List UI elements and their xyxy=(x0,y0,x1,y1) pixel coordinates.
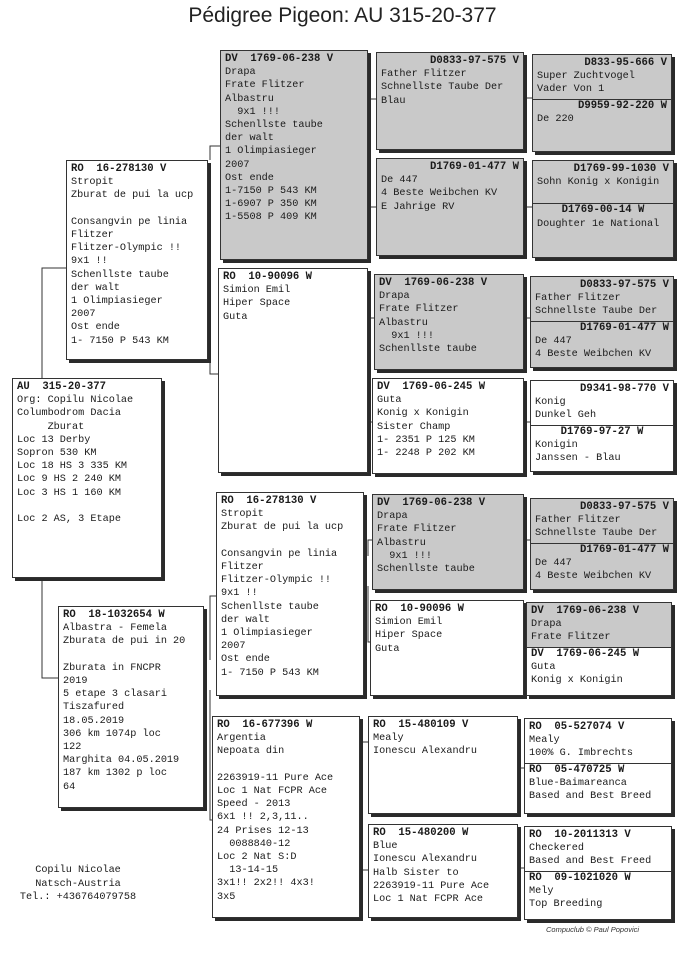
subject-detail: Loc 13 Derby xyxy=(17,434,91,446)
detail-line: Ost ende xyxy=(225,172,274,184)
detail-line: Konigin xyxy=(535,439,578,451)
detail-line: Blau xyxy=(381,95,406,107)
detail-line: Sister Champ xyxy=(377,421,451,433)
ring-number: D0833-97-575 V xyxy=(579,279,669,291)
great-great-grandparents-card xyxy=(526,602,672,696)
detail-line: Consangvin pe linia xyxy=(221,548,338,560)
great-grandparent-card xyxy=(372,494,524,590)
detail-line: Stropit xyxy=(221,509,264,521)
dam-ring-number: RO 18-1032654 W xyxy=(63,609,165,621)
detail-line: 1- 7150 P 543 KM xyxy=(221,667,319,679)
detail-line: Frate Flitzer xyxy=(379,304,459,316)
sire-detail: 2007 xyxy=(71,309,96,321)
detail-line: Frate Flitzer xyxy=(377,524,457,536)
ring-number: RO 16-677396 W xyxy=(217,719,313,731)
page-title: Pédigree Pigeon: AU 315-20-377 xyxy=(188,4,497,27)
ring-number: D1769-97-27 W xyxy=(560,425,644,438)
dam-detail: 306 km 1074p loc xyxy=(63,728,161,740)
subject-detail: Loc 2 AS, 3 Etape xyxy=(17,514,121,526)
great-great-grandparents-card xyxy=(524,718,672,814)
detail-line: Hiper Space xyxy=(223,298,291,310)
detail-line: Schenllste taube xyxy=(377,564,475,576)
detail-line: Schenllste taube xyxy=(379,344,477,356)
detail-line: Dunkel Geh xyxy=(535,410,597,422)
great-great-grandparents-card xyxy=(532,54,672,152)
grandsire-sire-side-card xyxy=(220,50,368,260)
detail-line: 1-5508 P 409 KM xyxy=(225,212,317,224)
detail-line: Halb Sister to xyxy=(373,867,459,879)
detail-line: Doughter 1e National xyxy=(537,218,660,230)
detail-line: Drapa xyxy=(225,67,256,79)
detail-line: Simion Emil xyxy=(375,617,443,629)
granddam-dam-side-card xyxy=(212,716,360,918)
detail-line: Flitzer-Olympic !! xyxy=(221,575,332,587)
dam-detail: 5 etape 3 clasari xyxy=(63,689,167,701)
detail-line: Mely xyxy=(529,885,554,897)
ring-number: RO 05-470725 W xyxy=(529,763,625,776)
ring-number: RO 15-480200 W xyxy=(373,827,469,839)
sire-detail: Schenllste taube xyxy=(71,269,169,281)
ring-number: RO 10-2011313 V xyxy=(529,829,631,841)
detail-line: der walt xyxy=(225,133,274,145)
subject-detail: Loc 9 HS 2 240 KM xyxy=(17,474,121,486)
software-credit: Compuclub © Paul Popovici xyxy=(546,925,640,934)
subject-detail: Loc 18 HS 3 335 KM xyxy=(17,461,128,473)
owner-phone: Tel.: +436764079758 xyxy=(19,892,137,903)
great-grandparent-card xyxy=(372,378,524,474)
detail-line: Konig x Konigin xyxy=(531,675,623,687)
detail-line: 1 Olimpiasieger xyxy=(225,146,317,158)
sire-detail: Stropit xyxy=(71,177,114,189)
detail-line: 9x1 !!! xyxy=(377,550,433,562)
detail-line: Schenllste taube xyxy=(225,120,323,132)
detail-line: Father Flitzer xyxy=(535,515,621,527)
grandsire-dam-side-card xyxy=(216,492,364,696)
detail-line: De 220 xyxy=(537,113,574,125)
ring-number: RO 10-90096 W xyxy=(375,603,465,615)
detail-line: 2263919-11 Pure Ace xyxy=(373,880,490,892)
ring-number: RO 15-480109 V xyxy=(373,719,469,731)
detail-line: 100% G. Imbrechts xyxy=(529,748,633,760)
detail-line: De 447 xyxy=(381,175,418,187)
detail-line: Flitzer xyxy=(221,562,264,573)
great-great-grandparents-card xyxy=(530,380,674,472)
detail-line: der walt xyxy=(221,614,270,626)
subject-detail: Loc 3 HS 1 160 KM xyxy=(17,487,121,499)
detail-line: Nepoata din xyxy=(217,746,285,758)
dam-detail: Zburata de pui in 20 xyxy=(63,636,186,648)
detail-line: Top Breeding xyxy=(529,899,603,911)
ring-number: RO 10-90096 W xyxy=(223,271,313,283)
detail-line: Speed - 2013 xyxy=(217,799,291,811)
detail-line: Father Flitzer xyxy=(535,293,621,305)
dam-detail xyxy=(63,649,199,662)
detail-line: Checkered xyxy=(529,843,585,855)
sire-card xyxy=(66,160,208,360)
subject-detail: Org: Copilu Nicolae xyxy=(17,395,134,407)
ring-number: D0833-97-575 V xyxy=(579,501,669,513)
great-great-grandparents-card xyxy=(530,498,674,590)
great-grandparent-card xyxy=(376,158,524,256)
dam-detail: Zburata in FNCPR xyxy=(63,662,161,674)
pair-divider xyxy=(533,99,671,126)
detail-line: 9x1 !!! xyxy=(225,106,281,118)
detail-line: Konig x Konigin xyxy=(377,408,469,420)
pair-divider xyxy=(531,543,673,584)
detail-line: Blue xyxy=(373,841,398,853)
great-grandparent-card xyxy=(374,274,524,370)
dam-detail: Tiszafured xyxy=(63,702,125,714)
great-grandparent-card xyxy=(368,716,518,814)
detail-line: Father Flitzer xyxy=(381,69,467,81)
subject-ring-number: AU 315-20-377 xyxy=(17,381,107,393)
sire-detail: 9x1 !! xyxy=(71,256,108,268)
ring-number: D1769-01-477 W xyxy=(579,543,669,556)
detail-line: 0088840-12 xyxy=(217,838,291,850)
detail-line: Frate Flitzer xyxy=(531,632,611,644)
pair-divider xyxy=(531,425,673,466)
detail-line: Based and Best Breed xyxy=(529,791,652,803)
ring-number: D0833-97-575 V xyxy=(429,55,519,67)
dam-detail: 2019 xyxy=(63,676,88,687)
ring-number: RO 09-1021020 W xyxy=(529,871,631,884)
detail-line: Hiper Space xyxy=(375,630,443,642)
detail-line: 9x1 !! xyxy=(221,588,258,600)
detail-line: Loc 1 Nat FCPR Ace xyxy=(217,786,328,797)
sire-detail: Zburat de pui la ucp xyxy=(71,190,194,202)
detail-line: De 447 xyxy=(535,335,572,347)
great-great-grandparents-card xyxy=(524,826,672,920)
dam-detail: 18.05.2019 xyxy=(63,715,125,727)
detail-line: Ost ende xyxy=(221,654,270,666)
sire-ring-number: RO 16-278130 V xyxy=(71,163,167,175)
detail-line: Frate Flitzer xyxy=(225,80,305,92)
pair-divider xyxy=(533,203,673,230)
detail-line: 4 Beste Weibchen KV xyxy=(381,188,498,200)
detail-line: Schnellste Taube Der xyxy=(381,82,504,94)
detail-line xyxy=(217,759,355,772)
ring-number: D1769-00-14 W xyxy=(561,204,645,217)
detail-line: Blue-Baimareanca xyxy=(529,777,627,789)
ring-number: RO 16-278130 V xyxy=(221,495,317,507)
ring-number: DV 1769-06-245 W xyxy=(531,647,640,660)
ring-number: DV 1769-06-238 V xyxy=(379,277,488,289)
detail-line: 1- 2248 P 202 KM xyxy=(377,448,475,460)
ring-number: D1769-01-477 W xyxy=(429,161,519,173)
sire-detail: Consangvin pe linia xyxy=(71,216,188,228)
pair-divider xyxy=(525,763,671,804)
detail-line: Ionescu Alexandru xyxy=(373,746,477,758)
detail-line: 4 Beste Weibchen KV xyxy=(535,349,652,361)
detail-line: Drapa xyxy=(531,619,562,631)
detail-line: 1-6907 P 350 KM xyxy=(225,199,317,211)
detail-line: Schenllste taube xyxy=(221,601,319,613)
detail-line: 13-14-15 xyxy=(217,865,279,877)
detail-line: 9x1 !!! xyxy=(379,330,435,342)
detail-line: Ionescu Alexandru xyxy=(373,854,477,866)
great-great-grandparents-card xyxy=(530,276,674,368)
ring-number: D833-95-666 V xyxy=(584,57,667,69)
ring-number: DV 1769-06-238 V xyxy=(377,497,486,509)
subject-detail: Sopron 530 KM xyxy=(17,448,97,460)
detail-line: 1-7150 P 543 KM xyxy=(225,186,317,198)
detail-line: 24 Prises 12-13 xyxy=(217,825,309,837)
detail-line: Konig xyxy=(535,397,566,409)
detail-line: Zburat de pui la ucp xyxy=(221,522,344,534)
detail-line: 4 Beste Weibchen KV xyxy=(535,571,652,583)
granddam-sire-side-card xyxy=(218,268,368,473)
detail-line: Guta xyxy=(375,643,400,655)
detail-line: 1- 2351 P 125 KM xyxy=(377,434,475,446)
detail-line: 6x1 !! 2,3,11.. xyxy=(217,812,309,824)
dam-detail: 64 xyxy=(63,781,76,793)
detail-line: De 447 xyxy=(535,557,572,569)
ring-number: RO 05-527074 V xyxy=(529,721,625,733)
dam-detail: Albastra - Femela xyxy=(63,623,167,635)
subject-pigeon-card xyxy=(12,378,162,578)
detail-line: Loc 2 Nat S:D xyxy=(217,852,297,864)
ring-number: DV 1769-06-238 V xyxy=(225,53,334,65)
owner-contact xyxy=(8,864,148,905)
detail-line: 2263919-11 Pure Ace xyxy=(217,772,334,784)
ring-number: D1769-01-477 W xyxy=(579,321,669,334)
sire-detail: 1 Olimpiasieger xyxy=(71,296,163,308)
great-grandparent-card xyxy=(376,52,524,150)
detail-line: Loc 1 Nat FCPR Ace xyxy=(373,894,484,906)
sire-detail: der walt xyxy=(71,282,120,294)
detail-line: 3x5 xyxy=(217,891,236,903)
dam-detail: 122 xyxy=(63,742,82,754)
detail-line: Mealy xyxy=(373,733,404,745)
sire-detail: 1- 7150 P 543 KM xyxy=(71,335,169,347)
detail-line: Guta xyxy=(377,395,402,407)
pair-divider xyxy=(527,647,671,696)
sire-detail: Flitzer xyxy=(71,230,114,241)
detail-line: Albastru xyxy=(225,93,274,105)
ring-number: D9341-98-770 V xyxy=(579,383,669,395)
detail-line: Drapa xyxy=(377,511,408,523)
sire-detail xyxy=(71,203,203,216)
subject-detail xyxy=(17,500,157,513)
ring-number: DV 1769-06-238 V xyxy=(531,605,640,617)
ring-number: DV 1769-06-245 W xyxy=(377,381,486,393)
great-grandparent-card xyxy=(368,824,518,918)
dam-card xyxy=(58,606,204,808)
dam-detail: 187 km 1302 p loc xyxy=(63,768,167,780)
detail-line: Mealy xyxy=(529,735,560,747)
pair-divider xyxy=(531,321,673,362)
detail-line xyxy=(221,535,359,548)
detail-line: Guta xyxy=(531,661,556,673)
great-great-grandparents-card xyxy=(532,160,674,258)
detail-line: E Jahrige RV xyxy=(381,201,455,213)
detail-line: 1 Olimpiasieger xyxy=(221,628,313,640)
detail-line: Schnellste Taube Der xyxy=(535,528,658,540)
subject-detail: Columbodrom Dacia xyxy=(17,408,121,420)
detail-line: Janssen - Blau xyxy=(535,453,621,465)
detail-line: Vader Von 1 xyxy=(537,84,605,96)
detail-line: Super Zuchtvogel xyxy=(537,71,635,83)
detail-line: 3x1!! 2x2!! 4x3! xyxy=(217,878,315,890)
detail-line: Albastru xyxy=(379,317,428,329)
detail-line: Simion Emil xyxy=(223,285,291,297)
detail-line: Sohn Konig x Konigin xyxy=(537,177,660,189)
detail-line: Albastru xyxy=(377,537,426,549)
ring-number: D1769-99-1030 V xyxy=(573,163,669,175)
detail-line: Argentia xyxy=(217,733,266,745)
sire-detail: Ost ende xyxy=(71,322,120,334)
sire-detail: Flitzer-Olympic !! xyxy=(71,243,182,255)
pair-divider xyxy=(525,871,671,912)
detail-line: 2007 xyxy=(221,641,246,653)
detail-line: Based and Best Freed xyxy=(529,856,652,868)
owner-location: Natsch-Austria xyxy=(35,878,121,890)
detail-line: Guta xyxy=(223,311,248,323)
owner-name: Copilu Nicolae xyxy=(35,865,121,876)
ring-number: D9959-92-220 W xyxy=(577,99,667,112)
detail-line: Drapa xyxy=(379,291,410,303)
detail-line: 2007 xyxy=(225,159,250,171)
dam-detail: Marghita 04.05.2019 xyxy=(63,755,180,767)
great-grandparent-card xyxy=(370,600,524,696)
subject-detail: Zburat xyxy=(17,421,85,433)
detail-line: Schnellste Taube Der xyxy=(535,306,658,318)
